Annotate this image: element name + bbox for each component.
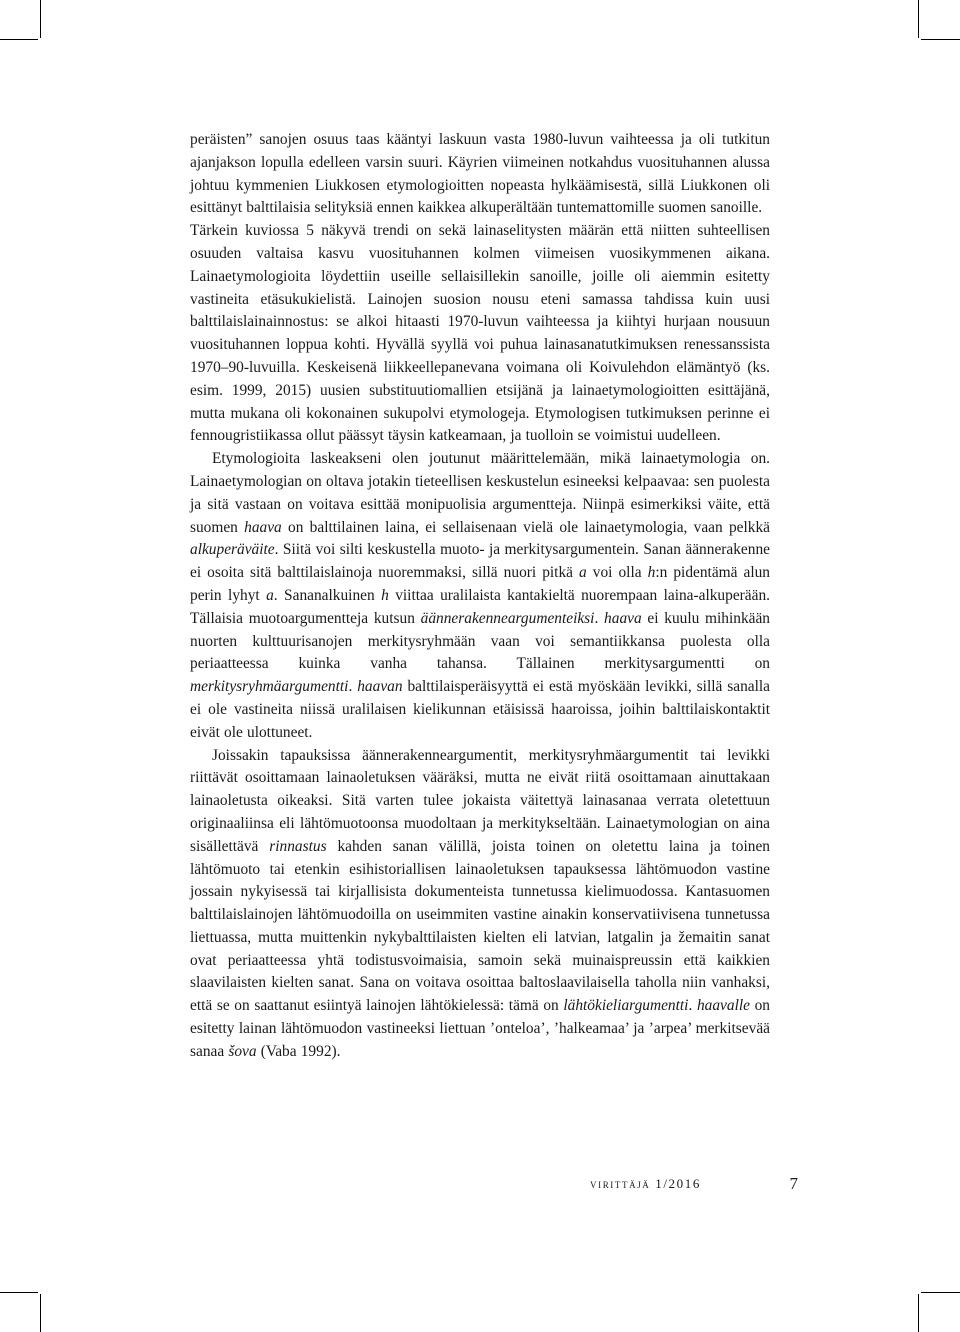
page-number: 7 xyxy=(789,1174,798,1193)
text-run: :n pidentämä alun perin lyhyt xyxy=(190,564,770,604)
crop-mark xyxy=(918,1294,919,1332)
italic-term: haava xyxy=(604,609,642,627)
crop-mark xyxy=(0,39,38,40)
paragraph-1 xyxy=(190,129,770,220)
text-run: on esitetty lainan lähtömuodon vastineeksi liettuan ’onteloa’, ’halkeamaa’ ja ’arpea’ merkitsevää sanaa xyxy=(190,997,770,1060)
italic-term: alkuperäväite xyxy=(190,541,275,559)
text-run: kahden sanan välillä, joista toinen on oletettu laina ja toinen lähtömuoto tai etenkin esihistoriallisen lainaoletuksen tapauksessa lähtömuodon vastine jossain nykyisessä tai kirjallisista dokumenteista tunnetussa kielimuodossa. Kantasuomen balttilaislainojen lähtömuodoilla on useimmiten vastine ainakin konservatiivisena tunnetussa liettuassa, mutta muittenkin nykybalttilaisten kielten eli latvian, latgalin ja žemaitin sanat ovat periaatteessa yhtä todistusvoimaisia, samoin sekä muinaispreussin että kaikkien slaavilaisten kielten sanat. Sana on voitava osoittaa baltoslaavilaisella taholla niin vanhaksi, että se on saattanut esiintyä lainojen lähtökielessä: tämä on xyxy=(190,837,770,1015)
italic-term: h xyxy=(647,564,656,582)
italic-term: lähtökieliargumentti xyxy=(563,997,689,1015)
text-run: . Siitä voi silti keskustella muoto- ja merkitysargumentein. Sanan äännerakenne ei osoita sitä balttilaislainoja nuoremmaksi, sillä nuori pitkä xyxy=(190,541,770,582)
italic-term: a xyxy=(266,586,274,604)
body-text xyxy=(190,129,770,1064)
italic-term: merkitysryhmäargumentti xyxy=(190,678,349,696)
text-run: ei kuulu mihinkään nuorten kulttuurisanojen merkitysryhmään vaan voi semantiikkansa puolesta olla periaatteessa kuinka vanha tahansa. Tällainen merkitysargumentti on xyxy=(190,609,771,673)
text-run: Etymologioita laskeakseni olen joutunut määrittelemään, mikä lainaetymologia on. Lainaetymologian on oltava jotakin tieteellisen keskustelun esineeksi kelpaavaa: sen puolesta ja sitä vastaan on voitava esittää monipuolisia argumentteja. Niinpä esimerkiksi väite, että suomen xyxy=(190,450,770,536)
crop-mark xyxy=(918,0,919,38)
crop-mark xyxy=(921,1292,960,1293)
text-run: viittaa uralilaista kantakieltä nuorempaan laina-alkuperään. Tällaisia muotoargumentteja kutsun xyxy=(190,586,770,627)
text-run: . xyxy=(594,609,605,627)
italic-term: haavalle xyxy=(696,997,750,1015)
italic-term: haavan xyxy=(357,678,403,696)
journal-name: virittäjä 1/2016 xyxy=(590,1176,701,1191)
crop-mark xyxy=(921,39,960,40)
italic-term: h xyxy=(381,586,389,604)
crop-mark xyxy=(40,0,41,38)
paragraph-3 xyxy=(190,448,770,744)
text-run: . Sananalkuinen xyxy=(273,586,382,604)
text-run: (Vaba 1992). xyxy=(256,1042,341,1060)
paragraph-2 xyxy=(190,220,770,448)
crop-mark xyxy=(0,1292,38,1293)
text-run: peräisten” sanojen osuus taas kääntyi laskuun vasta 1980-luvun vaihteessa ja oli tutkitun ajanjakson lopulla edelleen varsin suuri. Käyrien viimeinen notkahdus vuosituhannen alussa johtuu kymmenien Liukkosen etymologioitten nopeasta hylkäämisestä, sillä Liukkonen oli esittänyt balttilaisia selityksiä ennen kaikkea alkuperältään tuntemattomille suomen sanoille. xyxy=(190,131,770,217)
text-run: Tärkein kuviossa 5 näkyvä trendi on sekä lainaselitysten määrän että niitten suhteellisen osuuden valtaisa kasvu vuosituhannen kolmen viimeisen vuosikymmenen aikana. Lainaetymologioita löydettiin useille sellaisillekin sanoille, joille oli aiemmin esitetty vastineita etäsukukielistä. Lainojen suosion nousu eteni samassa tahdissa kuin uusi balttilaislainainnostus: se alkoi hitaasti 1970-luvun vaihteessa ja kiihtyi hurjaan nousuun vuosituhannen loppua kohti. Hyvällä syyllä voi puhua lainasanatutkimuksen renessanssista 1970–90-luvuilla. Keskeisenä liikkeellepanevana voimana oli Koivulehdon elämäntyö (ks. esim. 1999, 2015) uusien substituutiomallien etsijänä ja lainaetymologioitten esittäjänä, mutta mukana oli kokonainen sukupolvi etymologeja. Etymologisen tutkimuksen perinne ei fennougristiikassa ollut päässyt täysin katkeamaan, ja tuolloin se voimistui uudelleen. xyxy=(190,222,770,445)
italic-term: äännerakenneargumenteiksi xyxy=(420,609,595,627)
text-run: Joissakin tapauksissa äännerakenneargumentit, merkitysryhmäargumentit tai levikki riittävät osoittamaan lainaoletuksen vääräksi, mutta ne eivät riitä osoittamaan ainuttakaan lainaoletusta oikeaksi. Sitä varten tulee jokaista väitettyä lainasanaa verrata oletettuun originaaliinsa eli lähtömuotoonsa muodoltaan ja merkitykseltään. Lainaetymologian on aina sisällettävä xyxy=(190,746,770,855)
page-footer xyxy=(590,1176,798,1202)
italic-term: rinnastus xyxy=(269,837,327,855)
text-run: . xyxy=(348,678,358,696)
paragraph-4 xyxy=(190,745,770,1064)
text-run: balttilaisperäisyyttä ei estä myöskään levikki, sillä sanalla ei ole vastineita niissä uralilaisen kielikunnan etäisissä haaroissa, joihin balttilaiskontaktit eivät ole ulottuneet. xyxy=(190,678,770,741)
italic-term: haava xyxy=(244,518,282,536)
crop-mark xyxy=(40,1294,41,1332)
text-run: on balttilainen laina, ei sellaisenaan vielä ole lainaetymologia, vaan pelkkä xyxy=(281,518,770,536)
italic-term: a xyxy=(579,564,587,582)
text-run: voi olla xyxy=(586,564,648,582)
italic-term: šova xyxy=(228,1042,257,1060)
text-run: . xyxy=(688,997,697,1015)
